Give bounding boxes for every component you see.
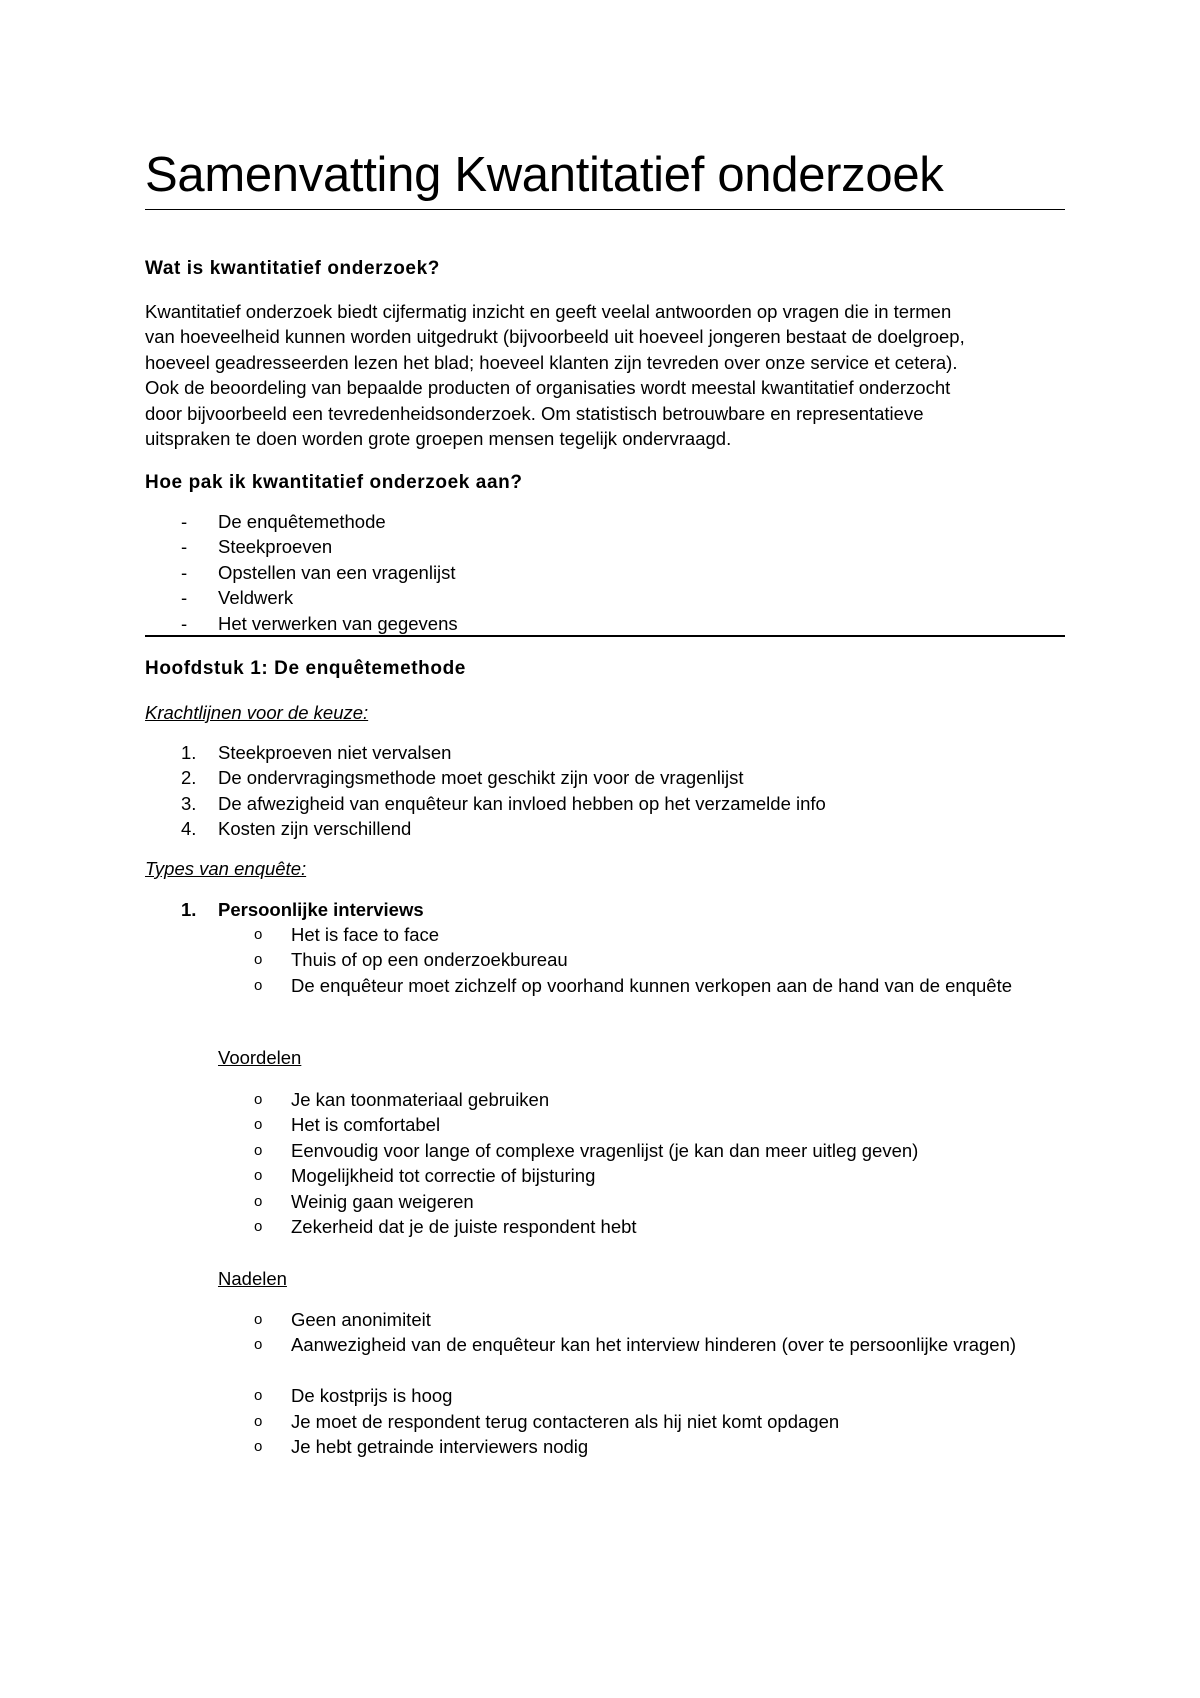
paragraph-line: hoeveel geadresseerden lezen het blad; hoeveel klanten zijn tevreden over onze service et cetera). — [145, 351, 958, 373]
list-item: o De kostprijs is hoog — [145, 1383, 1065, 1408]
heading-chapter-1: Hoofdstuk 1: De enquêtemethode — [145, 658, 466, 679]
bullet-marker: o — [254, 976, 263, 994]
list-item: o Aanwezigheid van de enquêteur kan het interview hinderen (over te persoonlijke vragen) — [145, 1332, 1065, 1383]
list-item: o Eenvoudig voor lange of complexe vragenlijst (je kan dan meer uitleg geven) — [145, 1138, 1065, 1163]
list-item: o De enquêteur moet zichzelf op voorhand kunnen verkopen aan de hand van de enquête — [145, 973, 1065, 1024]
list-item: - De enquêtemethode — [145, 509, 1065, 534]
krachtlijnen-list — [145, 740, 1065, 842]
heading-what-is: Wat is kwantitatief onderzoek? — [145, 258, 440, 279]
bullet-marker: o — [254, 1141, 263, 1159]
list-item: 2. De ondervragingsmethode moet geschikt zijn voor de vragenlijst — [181, 767, 744, 789]
bullet-marker: o — [254, 1192, 263, 1210]
list-item: o Zekerheid dat je de juiste respondent hebt — [145, 1214, 1065, 1239]
list-item: 4. Kosten zijn verschillend — [181, 818, 412, 840]
bullet-marker: o — [254, 951, 263, 969]
list-item: 1. Steekproeven niet vervalsen — [181, 742, 452, 763]
list-item: o Weinig gaan weigeren — [145, 1189, 1065, 1214]
intro-paragraph — [145, 299, 1065, 451]
list-item: - Steekproeven — [145, 534, 1065, 559]
bullet-marker: o — [254, 1336, 263, 1354]
list-item: 3. De afwezigheid van enquêteur kan invloed hebben op het verzamelde info — [181, 792, 826, 814]
list-item: o Het is comfortabel — [145, 1112, 1065, 1137]
list-item: o Thuis of op een onderzoekbureau — [145, 947, 1065, 972]
subheading-nadelen: Nadelen — [218, 1268, 287, 1289]
paragraph-line: uitspraken te doen worden grote groepen mensen tegelijk ondervraagd. — [145, 428, 732, 450]
list-item: 1. Persoonlijke interviews — [145, 897, 1065, 922]
list-item: o Je hebt getrainde interviewers nodig — [145, 1434, 1065, 1459]
document-title: Samenvatting Kwantitatief onderzoek — [145, 145, 1065, 210]
dash-marker: - — [181, 536, 188, 558]
nadelen-list — [145, 1307, 1065, 1459]
bullet-marker: o — [254, 1387, 263, 1405]
bullet-marker: o — [254, 1217, 263, 1235]
approach-list — [145, 509, 1065, 636]
types-list — [145, 897, 1065, 922]
type-title: Persoonlijke interviews — [218, 899, 424, 920]
list-item: - Veldwerk — [145, 585, 1065, 610]
dash-marker: - — [181, 561, 188, 583]
bullet-marker: o — [254, 1091, 263, 1108]
subheading-types: Types van enquête: — [145, 858, 307, 879]
subheading-voordelen: Voordelen — [218, 1047, 302, 1068]
bullet-marker: o — [254, 1437, 263, 1455]
voordelen-list — [145, 1087, 1065, 1239]
list-item: o Het is face to face — [145, 922, 1065, 947]
subheading-krachtlijnen: Krachtlijnen voor de keuze: — [145, 702, 369, 723]
bullet-marker: o — [254, 1412, 263, 1430]
bullet-marker: o — [254, 1311, 263, 1328]
list-item: - Het verwerken van gegevens — [145, 611, 1065, 636]
list-item: o Je kan toonmateriaal gebruiken — [145, 1087, 1065, 1112]
list-item: o Je moet de respondent terug contacteren als hij niet komt opdagen — [145, 1409, 1065, 1434]
section-divider — [145, 635, 1065, 637]
paragraph-line: door bijvoorbeeld een tevredenheidsonderzoek. Om statistisch betrouwbare en representatieve — [145, 402, 924, 424]
paragraph-line: Ook de beoordeling van bepaalde producten of organisaties wordt meestal kwantitatief onderzocht — [145, 377, 951, 399]
list-item: - Opstellen van een vragenlijst — [145, 560, 1065, 585]
paragraph-line: van hoeveelheid kunnen worden uitgedrukt (bijvoorbeeld uit hoeveel jongeren bestaat de doelgroep, — [145, 326, 965, 348]
bullet-marker: o — [254, 1167, 263, 1185]
list-item: o Geen anonimiteit — [145, 1307, 1065, 1332]
heading-how-to: Hoe pak ik kwantitatief onderzoek aan? — [145, 472, 523, 493]
dash-marker: - — [181, 511, 188, 532]
bullet-marker: o — [254, 926, 263, 943]
dash-marker: - — [181, 587, 188, 609]
bullet-marker: o — [254, 1116, 263, 1134]
type1-points — [145, 922, 1065, 1024]
paragraph-line: Kwantitatief onderzoek biedt cijfermatig inzicht en geeft veelal antwoorden op vragen die in termen — [145, 301, 952, 322]
list-item: o Mogelijkheid tot correctie of bijsturing — [145, 1163, 1065, 1188]
dash-marker: - — [181, 612, 188, 634]
